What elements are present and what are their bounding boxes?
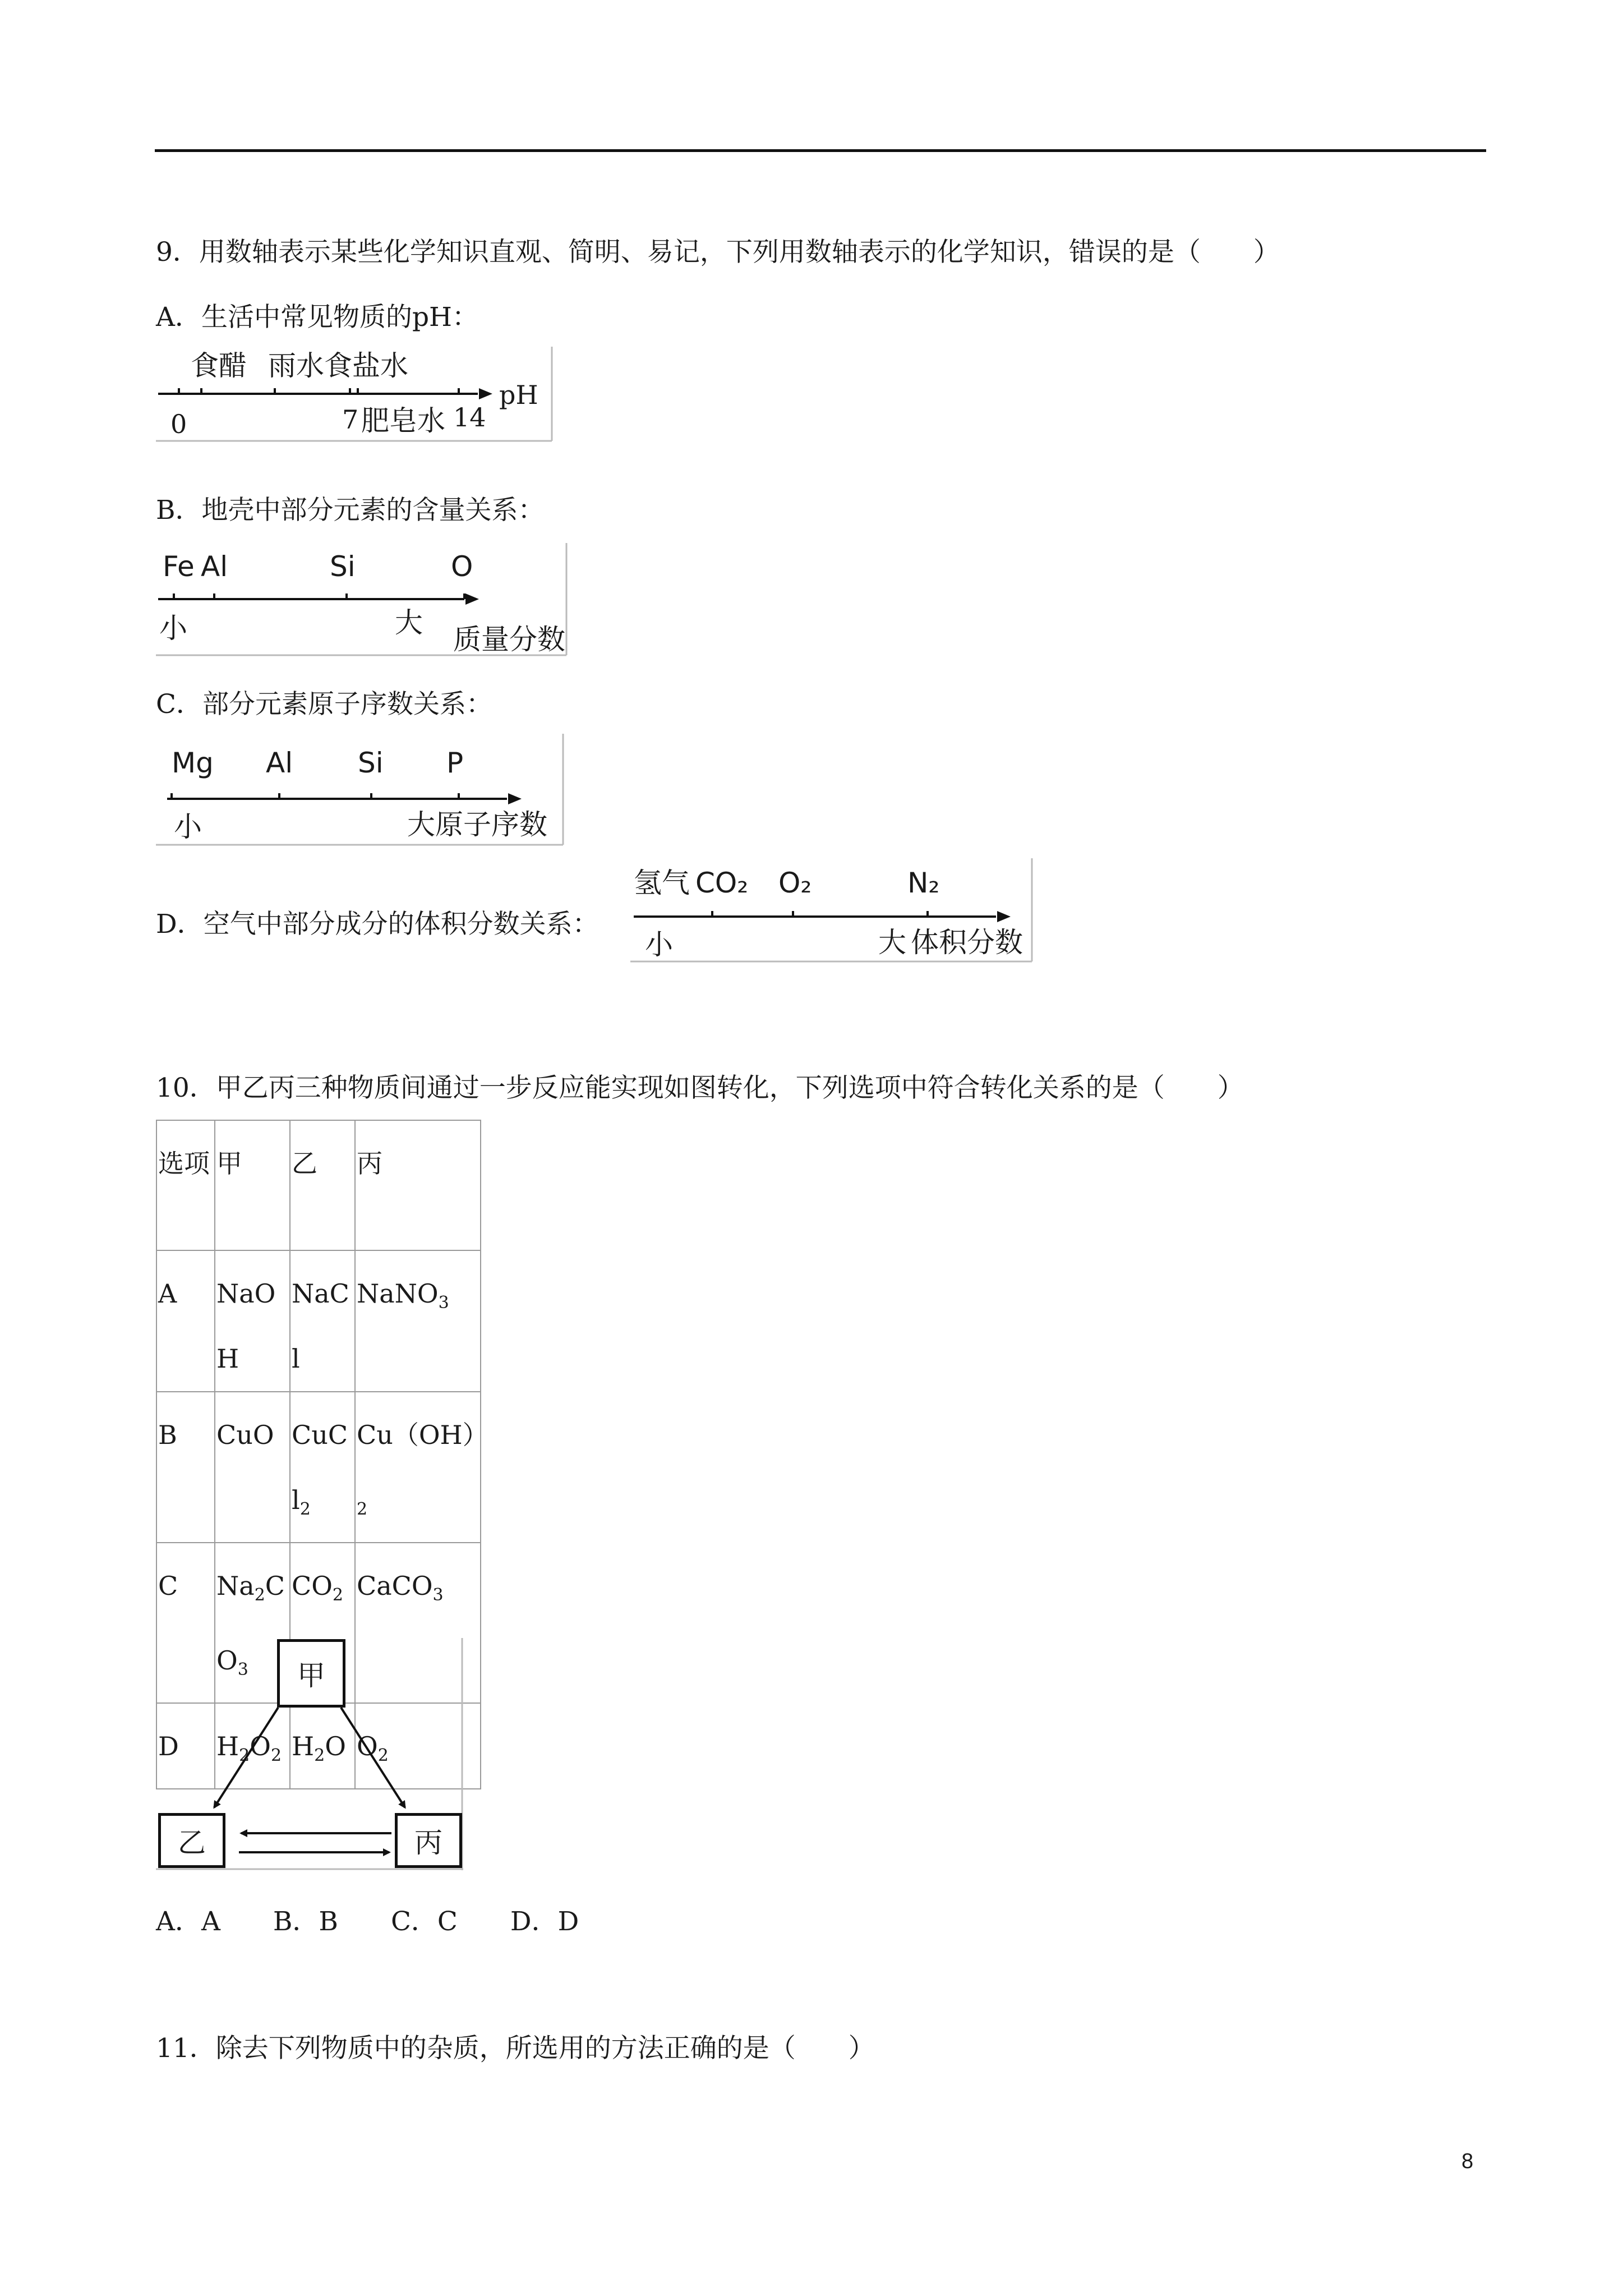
q9-b-large: 大 bbox=[395, 606, 423, 639]
q9-a-label-rain: 雨水 bbox=[268, 349, 324, 382]
cell-d-jia: $H_2O_2$ bbox=[215, 1703, 290, 1789]
q11-stem: 11．除去下列物质中的杂质，所选用的方法正确的是（ ） bbox=[156, 2033, 875, 2064]
q9-c-number-line bbox=[156, 734, 563, 845]
cell-b-yi: CuCl$_2$ bbox=[290, 1392, 355, 1543]
page-number: 8 bbox=[1461, 2150, 1474, 2173]
cell-b-bing: $Cu(OH)_2$ bbox=[355, 1392, 481, 1543]
cell-c-jia: $Na_2CO_3$ bbox=[215, 1543, 290, 1703]
cell-opt-a: A bbox=[156, 1250, 215, 1392]
q9-b-label-fe: Fe bbox=[163, 550, 195, 583]
q9-c-small: 小 bbox=[174, 811, 202, 843]
q9-c-label-si: Si bbox=[358, 747, 384, 779]
q9-option-d-label: D．空气中部分成分的体积分数关系： bbox=[156, 909, 599, 940]
cell-a-bing: NaNO$_3$ bbox=[355, 1250, 481, 1392]
cell-opt-c: C bbox=[156, 1543, 215, 1703]
cell-c-bing: CaCO$_3$ bbox=[355, 1543, 481, 1703]
q9-a-label-vinegar: 食醋 bbox=[191, 349, 247, 382]
cell-a-yi: NaCl bbox=[290, 1250, 355, 1392]
table-row bbox=[156, 1392, 481, 1543]
cell-d-yi: $H_2O$ bbox=[290, 1703, 355, 1789]
q9-b-label-o: O bbox=[451, 550, 473, 583]
q10-answer-choices: A．A B．B C．C D．D bbox=[156, 1906, 579, 1937]
q9-b-axis-label: 质量分数 bbox=[453, 623, 565, 656]
q9-option-c-label: C．部分元素原子序数关系： bbox=[156, 689, 492, 720]
node-jia: 甲 bbox=[277, 1639, 345, 1708]
cell-opt-d: D bbox=[156, 1703, 215, 1789]
table-header-row bbox=[156, 1120, 481, 1250]
q10-conversion-diagram bbox=[156, 1638, 463, 1870]
q9-d-large: 大 bbox=[878, 926, 906, 959]
header-jia: 甲 bbox=[215, 1120, 290, 1250]
q10-stem: 10．甲乙丙三种物质间通过一步反应能实现如图转化，下列选项中符合转化关系的是（ ） bbox=[156, 1073, 1244, 1103]
q9-stem: 9．用数轴表示某些化学知识直观、简明、易记，下列用数轴表示的化学知识，错误的是（ ） bbox=[156, 237, 1280, 268]
q9-c-axis-label: 原子序数 bbox=[435, 808, 547, 841]
q9-b-label-si: Si bbox=[330, 550, 356, 583]
q9-option-a-label: A．生活中常见物质的pH： bbox=[156, 302, 479, 333]
header-rule bbox=[155, 149, 1486, 152]
q9-d-label-co2: CO₂ bbox=[695, 867, 749, 899]
q9-d-label-n2: N₂ bbox=[907, 867, 940, 899]
cell-c-yi: $CO_2$ bbox=[290, 1543, 355, 1703]
q9-a-axis-label: pH bbox=[499, 380, 538, 410]
q9-d-label-hydrogen: 氢气 bbox=[634, 867, 690, 899]
q9-d-small: 小 bbox=[645, 928, 673, 961]
header-bing: 丙 bbox=[355, 1120, 481, 1250]
q9-d-axis-label: 体积分数 bbox=[911, 926, 1023, 959]
q9-d-number-line bbox=[630, 858, 1032, 961]
header-option: 选项 bbox=[156, 1120, 215, 1250]
q9-a-label-saltwater: 食盐水 bbox=[324, 349, 408, 382]
header-yi: 乙 bbox=[290, 1120, 355, 1250]
node-bing: 丙 bbox=[395, 1813, 462, 1868]
q9-b-label-al: Al bbox=[201, 550, 228, 583]
q9-a-label-soap: 肥皂水 bbox=[361, 404, 445, 437]
q9-c-label-mg: Mg bbox=[172, 747, 214, 779]
q9-a-tick-0: 0 bbox=[170, 409, 187, 439]
q9-a-number-line bbox=[156, 347, 552, 441]
q9-b-number-line bbox=[156, 543, 566, 655]
q9-b-small: 小 bbox=[159, 612, 187, 645]
q9-c-label-al: Al bbox=[266, 747, 293, 779]
q9-c-label-p: P bbox=[446, 747, 464, 779]
node-yi: 乙 bbox=[158, 1813, 225, 1868]
cell-a-jia: NaOH bbox=[215, 1250, 290, 1392]
q9-option-b-label: B．地壳中部分元素的含量关系： bbox=[156, 495, 545, 526]
cell-b-jia: CuO bbox=[215, 1392, 290, 1543]
q9-d-label-o2: O₂ bbox=[778, 867, 812, 899]
table-row bbox=[156, 1250, 481, 1392]
q9-a-tick-14: 14 bbox=[453, 402, 486, 432]
q9-c-large: 大 bbox=[407, 808, 435, 841]
cell-d-bing: $O_2$ bbox=[355, 1703, 481, 1789]
cell-opt-b: B bbox=[156, 1392, 215, 1543]
q9-a-tick-7: 7 bbox=[342, 404, 359, 435]
